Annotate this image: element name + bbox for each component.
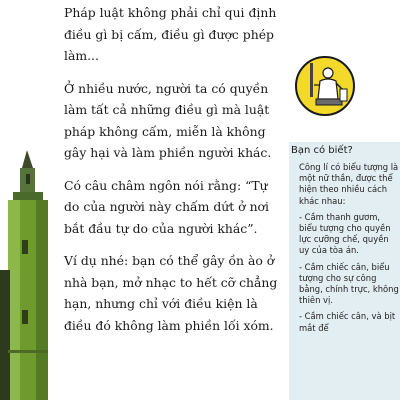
sidebar-list-item: - Cầm chiếc cân, và bịt mắt để — [299, 311, 396, 333]
sidebar-body — [299, 162, 399, 339]
paragraph: Có câu châm ngôn nói rằng: “Tự do của người này chấm dứt ở nơi bắt đầu tự do của người khác”. — [64, 177, 269, 236]
justice-figure-emblem — [294, 55, 356, 117]
sidebar-list-item: - Cầm thanh gươm, biểu tượng cho quyền lực cưỡng chế, quyền uy của tòa án. — [299, 211, 391, 256]
paragraph: Pháp luật không phải chỉ qui định điều gì bị cấm, điều gì được phép làm... — [64, 5, 277, 63]
paragraph: Ở nhiều nước, người ta có quyền làm tất cả những điều gì mà luật pháp không cấm, miễn là không gây hại và làm phiền người khác. — [64, 80, 272, 160]
main-text — [64, 2, 286, 347]
green-tower-illustration — [0, 150, 58, 400]
sidebar-list-item: - Cầm chiếc cân, biểu tượng cho sự công bằng, chính trực, không thiên vị. — [299, 261, 399, 306]
sidebar-intro: Công lí có biểu tượng là một nữ thần, được thể hiện theo nhiều cách khác nhau: — [299, 162, 399, 206]
paragraph: Ví dụ nhé: bạn có thể gây ồn ào ở nhà bạn, mở nhạc to hết cỡ chẳng hạn, nhưng chỉ với điều kiện là điều đó không làm phiền lối xóm. — [64, 253, 278, 333]
sidebar-title: Bạn có biết? — [291, 145, 353, 156]
did-you-know-sidebar — [289, 142, 400, 400]
